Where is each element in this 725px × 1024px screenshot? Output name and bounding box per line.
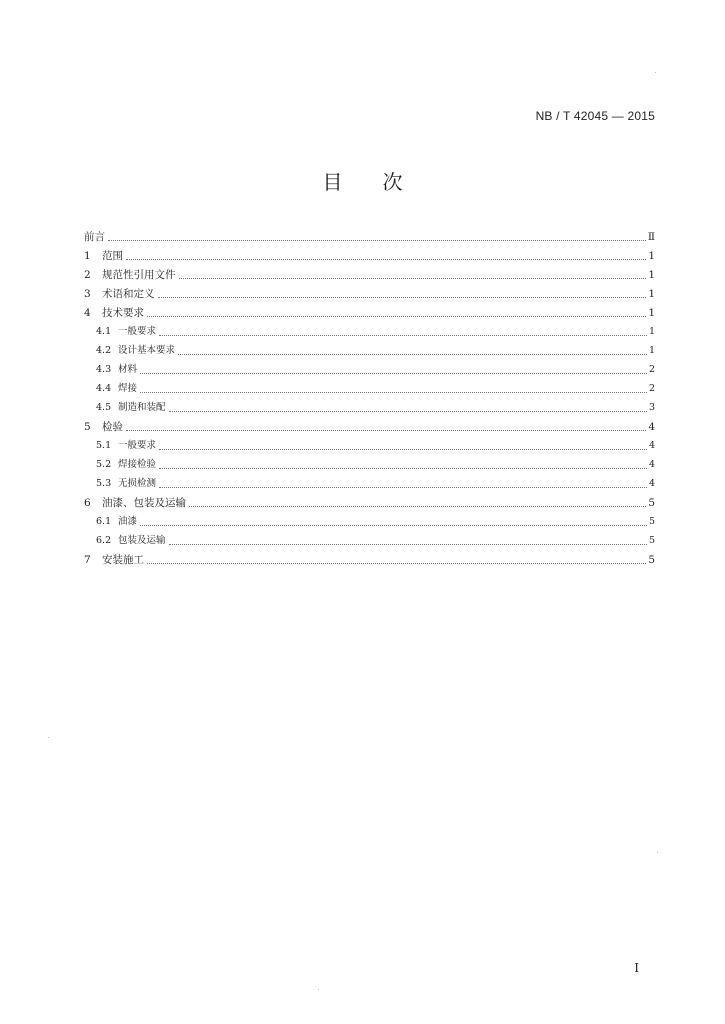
toc-entry-number: 4.2 xyxy=(96,345,112,356)
toc-entry-label: 术语和定义 xyxy=(102,288,155,300)
toc-entry-page: 3 xyxy=(648,402,655,413)
toc-dot-leader xyxy=(169,544,647,545)
toc-entry xyxy=(84,453,655,472)
toc-entry xyxy=(84,301,655,320)
toc-entry-page: 2 xyxy=(648,383,655,394)
toc-dot-leader xyxy=(140,392,647,393)
toc-dot-leader xyxy=(159,335,647,336)
toc-entry xyxy=(84,339,655,358)
toc-entry-label: 油漆 xyxy=(118,516,138,527)
toc-dot-leader xyxy=(179,278,647,279)
scan-speck xyxy=(48,737,49,738)
toc-entry-label: 范围 xyxy=(102,250,123,262)
scan-speck xyxy=(655,72,656,73)
toc-entry xyxy=(84,510,655,529)
toc-dot-leader xyxy=(189,506,646,507)
table-of-contents xyxy=(84,225,655,567)
toc-entry xyxy=(84,491,655,510)
toc-entry-label: 焊接检验 xyxy=(118,459,157,470)
toc-entry-number: 4.5 xyxy=(96,402,112,413)
toc-entry-page: 5 xyxy=(648,535,655,546)
toc-entry-page: 4 xyxy=(648,459,655,470)
toc-dot-leader xyxy=(140,373,647,374)
toc-entry xyxy=(84,263,655,282)
toc-entry-page: Ⅱ xyxy=(647,231,655,243)
toc-entry-number: 2 xyxy=(84,269,91,281)
toc-dot-leader xyxy=(140,525,647,526)
toc-dot-leader xyxy=(126,430,646,431)
toc-entry xyxy=(84,320,655,339)
toc-entry-page: 5 xyxy=(648,497,655,509)
toc-entry-label: 规范性引用文件 xyxy=(102,269,176,281)
toc-entry-number: 4 xyxy=(84,307,91,319)
toc-entry-page: 1 xyxy=(648,250,655,262)
toc-entry-label: 检验 xyxy=(102,421,123,433)
toc-entry-page: 1 xyxy=(648,326,655,337)
toc-entry xyxy=(84,434,655,453)
toc-entry-page: 4 xyxy=(648,440,655,451)
toc-dot-leader xyxy=(159,487,647,488)
scan-speck xyxy=(318,989,319,990)
toc-entry-label: 包装及运输 xyxy=(118,535,166,546)
toc-dot-leader xyxy=(178,354,647,355)
toc-entry-number: 5 xyxy=(84,421,91,433)
toc-entry-number: 4.3 xyxy=(96,364,112,375)
toc-entry-page: 5 xyxy=(648,516,655,527)
page-number: I xyxy=(634,961,639,975)
toc-entry-page: 4 xyxy=(648,478,655,489)
toc-entry xyxy=(84,472,655,491)
toc-dot-leader xyxy=(169,411,647,412)
toc-entry xyxy=(84,529,655,548)
toc-entry-label: 制造和装配 xyxy=(118,402,166,413)
toc-entry-number: 4.1 xyxy=(96,326,112,337)
toc-entry-page: 4 xyxy=(648,421,655,433)
toc-entry-label: 无损检测 xyxy=(118,478,157,489)
toc-dot-leader xyxy=(126,259,646,260)
toc-entry xyxy=(84,377,655,396)
toc-entry-number: 5.3 xyxy=(96,478,112,489)
toc-entry-label: 材料 xyxy=(118,364,138,375)
standard-code: NB / T 42045 — 2015 xyxy=(535,109,655,123)
toc-entry xyxy=(84,244,655,263)
toc-dot-leader xyxy=(147,563,646,564)
toc-entry-label: 一般要求 xyxy=(118,440,157,451)
toc-entry-number: 5.1 xyxy=(96,440,112,451)
toc-entry-label: 一般要求 xyxy=(118,326,157,337)
toc-entry xyxy=(84,396,655,415)
toc-entry-page: 5 xyxy=(648,554,655,566)
toc-entry-label: 焊接 xyxy=(118,383,138,394)
toc-entry xyxy=(84,548,655,567)
toc-entry-page: 1 xyxy=(648,307,655,319)
toc-entry-page: 1 xyxy=(648,269,655,281)
toc-entry-label: 前言 xyxy=(84,231,105,243)
toc-entry-number: 6.2 xyxy=(96,535,112,546)
toc-entry-label: 设计基本要求 xyxy=(118,345,176,356)
toc-entry-number: 6 xyxy=(84,497,91,509)
page-title: 目 次 xyxy=(322,170,403,194)
toc-entry xyxy=(84,225,655,244)
toc-dot-leader xyxy=(108,240,646,241)
toc-dot-leader xyxy=(159,468,647,469)
toc-entry-number: 1 xyxy=(84,250,91,262)
toc-entry-label: 安装施工 xyxy=(102,554,144,566)
toc-entry-number: 6.1 xyxy=(96,516,112,527)
toc-entry-number: 4.4 xyxy=(96,383,112,394)
scan-speck xyxy=(657,852,658,853)
toc-entry xyxy=(84,358,655,377)
toc-entry xyxy=(84,415,655,434)
toc-entry-number: 5.2 xyxy=(96,459,112,470)
toc-entry-number: 7 xyxy=(84,554,91,566)
toc-entry-page: 1 xyxy=(648,345,655,356)
toc-entry-page: 2 xyxy=(648,364,655,375)
toc-entry-label: 油漆、包装及运输 xyxy=(102,497,186,509)
toc-dot-leader xyxy=(147,316,646,317)
toc-dot-leader xyxy=(159,449,647,450)
toc-entry-number: 3 xyxy=(84,288,91,300)
toc-entry-label: 技术要求 xyxy=(102,307,144,319)
toc-entry xyxy=(84,282,655,301)
toc-dot-leader xyxy=(158,297,647,298)
toc-entry-page: 1 xyxy=(648,288,655,300)
